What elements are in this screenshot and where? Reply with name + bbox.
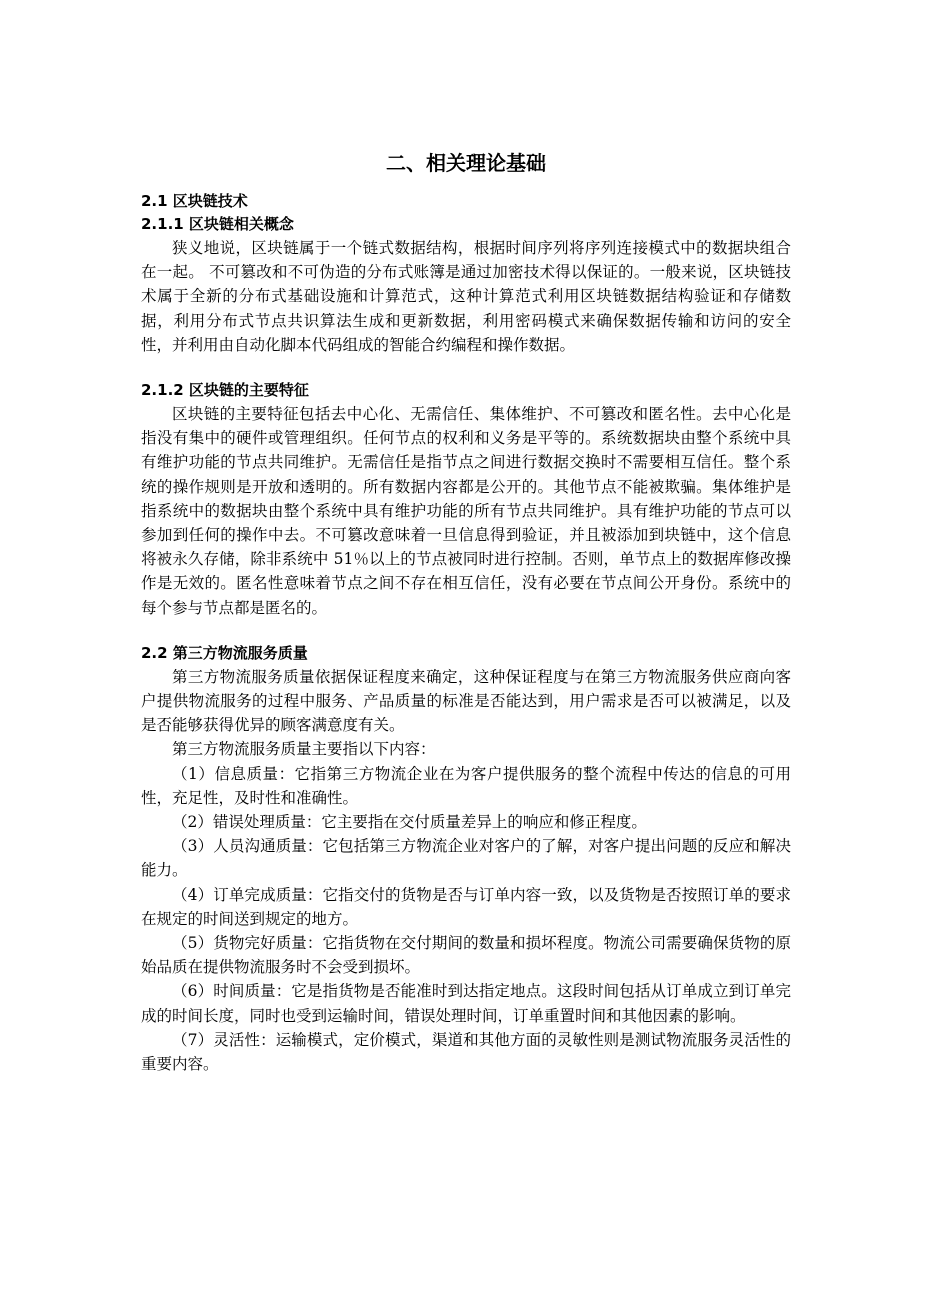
section-heading-2-1: 2.1 区块链技术 (141, 192, 248, 210)
list-item: （3）人员沟通质量：它包括第三方物流企业对客户的了解，对客户提出问题的反应和解决能力。 (141, 837, 791, 880)
section-heading-2-1-2: 2.1.2 区块链的主要特征 (141, 381, 309, 400)
page-title: 二、相关理论基础 (386, 151, 546, 175)
list-item: （1）信息质量：它指第三方物流企业在为客户提供服务的整个流程中传达的信息的可用性，充足性，及时性和准确性。 (141, 764, 791, 807)
list-item: （6）时间质量：它是指货物是否能准时到达指定地点。这段时间包括从订单成立到订单完成的时间长度，同时也受到运输时间，错误处理时间，订单重置时间和其他因素的影响。 (141, 982, 791, 1025)
spacer (141, 620, 791, 642)
paragraph: 区块链的主要特征包括去中心化、无需信任、集体维护、不可篡改和匿名性。去中心化是指没有集中的硬件或管理组织。任何节点的权利和义务是平等的。系统数据块由整个系统中具有维护功能的节点共同维护。无需信任是指节点之间进行数据交换时不需要相互信任。整个系统的操作规则是开放和透明的。所有数据内容都是公开的。其他节点不能被欺骗。集体维护是指系统中的数据块由整个系统中具有维护功能的所有节点共同维护。具有维护功能的节点可以参加到任何的操作中去。不可篡改意味着一旦信息得到验证，并且被添加到块链中，这个信息将被永久存储，除非系统中 51％以上的节点被同时进行控制。否则，单节点上的数据库修改操作是无效的。匿名性意味着节点之间不存在相互信任，没有必要在节点间公开身份。系统中的每个参与节点都是匿名的。 (141, 405, 791, 617)
document-page (141, 150, 791, 1076)
spacer (141, 357, 791, 379)
paragraph: 狭义地说，区块链属于一个链式数据结构，根据时间序列将序列连接模式中的数据块组合在一起。 不可篡改和不可伪造的分布式账簿是通过加密技术得以保证的。一般来说，区块链技术属于全新的分布式基础设施和计算范式，这种计算范式利用区块链数据结构验证和存储数据，利用分布式节点共识算法生成和更新数据，利用密码模式来确保数据传输和访问的安全性，并利用由自动化脚本代码组成的智能合约编程和操作数据。 (141, 239, 791, 354)
list-item: （5）货物完好质量：它指货物在交付期间的数量和损坏程度。物流公司需要确保货物的原始品质在提供物流服务时不会受到损坏。 (141, 934, 791, 977)
list-item: （4）订单完成质量：它指交付的货物是否与订单内容一致，以及货物是否按照订单的要求在规定的时间送到规定的地方。 (141, 885, 791, 928)
paragraph: 第三方物流服务质量依据保证程度来确定，这种保证程度与在第三方物流服务供应商向客户提供物流服务的过程中服务、产品质量的标准是否能达到，用户需求是否可以被满足，以及是否能够获得优异的顾客满意度有关。 (141, 667, 791, 735)
section-heading-2-2: 2.2 第三方物流服务质量 (141, 643, 308, 662)
list-item: （7）灵活性：运输模式，定价模式，渠道和其他方面的灵敏性则是测试物流服务灵活性的重要内容。 (141, 1030, 791, 1074)
section-heading-2-1-1: 2.1.1 区块链相关概念 (141, 215, 294, 233)
list-item: （2）错误处理质量：它主要指在交付质量差异上的响应和修正程度。 (172, 813, 647, 832)
paragraph: 第三方物流服务质量主要指以下内容： (172, 740, 436, 759)
